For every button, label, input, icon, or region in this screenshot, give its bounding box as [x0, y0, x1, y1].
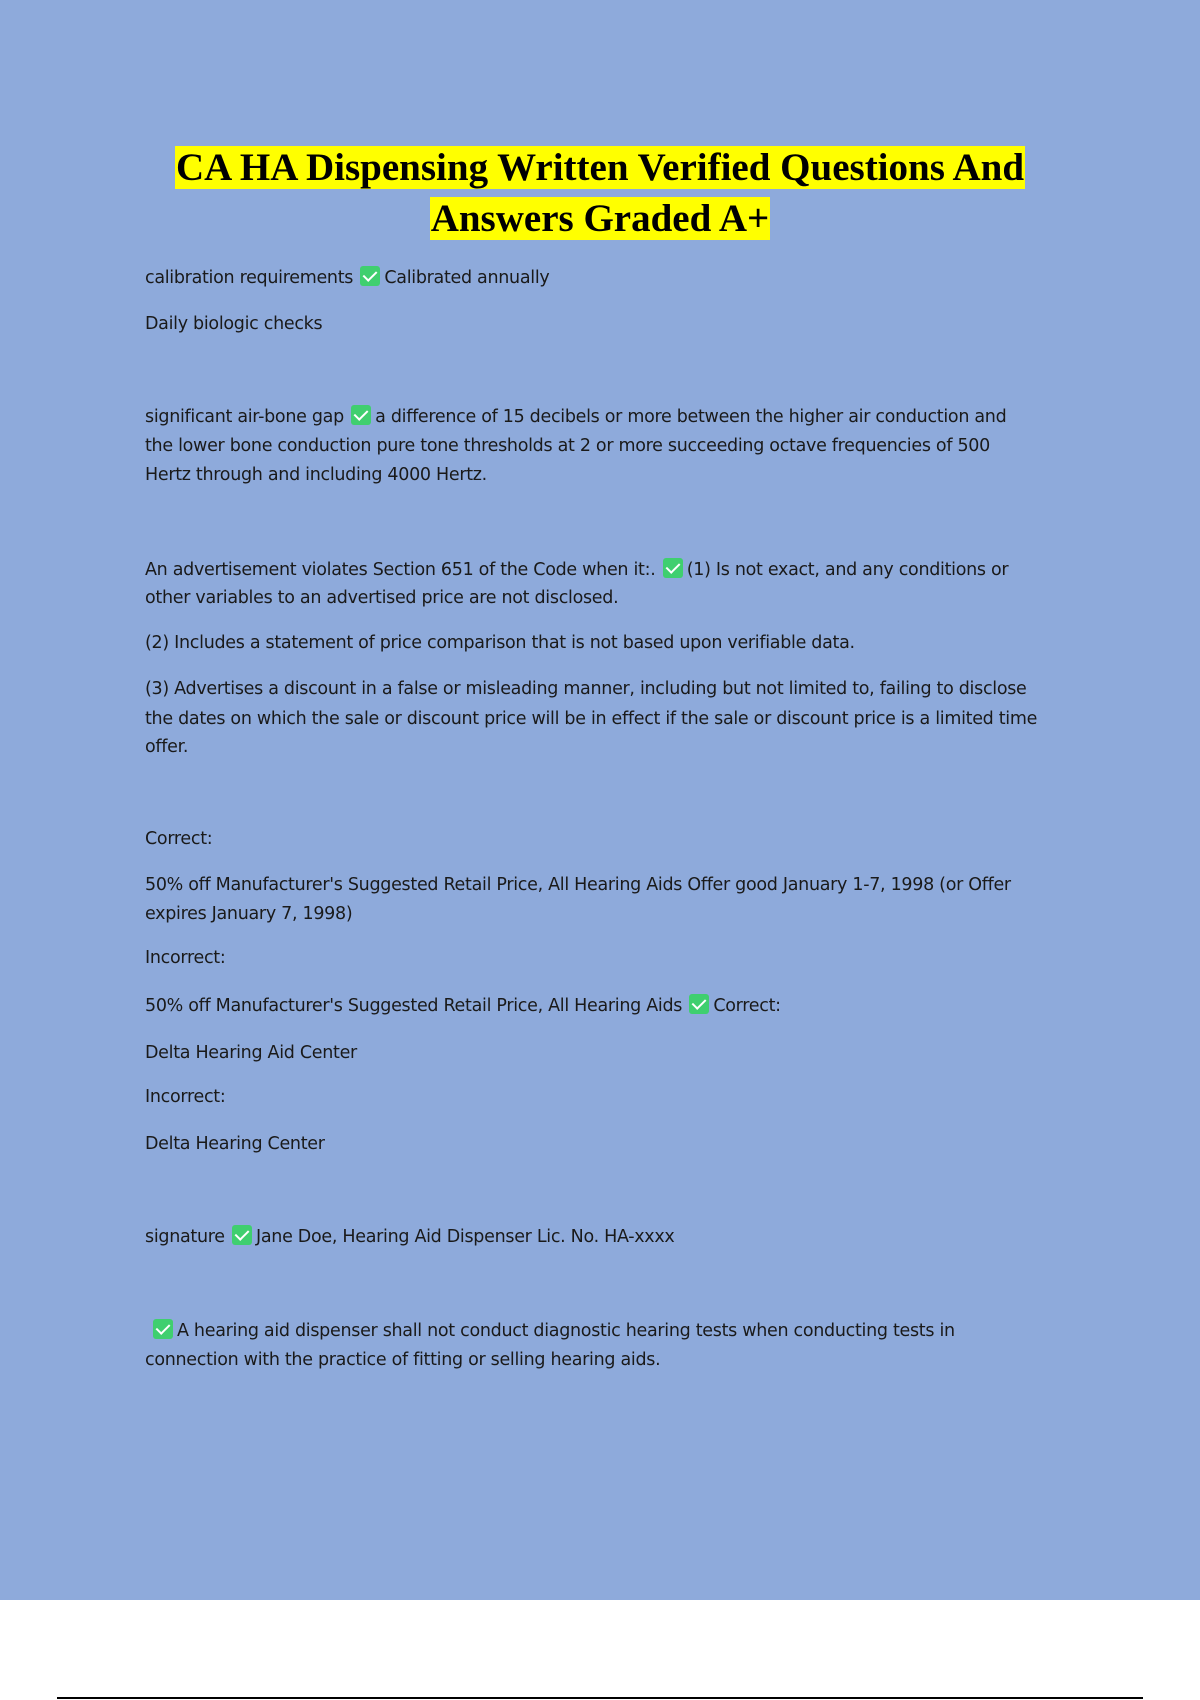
question-text: significant air-bone gap: [145, 407, 344, 427]
answer-text: Correct:: [713, 996, 781, 1016]
qa-calibration-extra: Daily biologic checks: [145, 314, 323, 334]
answer-line: connection with the practice of fitting or selling hearing aids.: [145, 1350, 661, 1370]
check-icon: [232, 1225, 252, 1245]
answer-text: a difference of 15 decibels or more between the higher air conduction and: [375, 407, 1007, 427]
check-icon: [689, 994, 709, 1014]
qa-incorrect-example: [145, 992, 781, 1020]
question-text: signature: [145, 1227, 225, 1247]
correct-example-cont: expires January 7, 1998): [145, 904, 353, 924]
footer-divider: [57, 1697, 1143, 1699]
question-text: An advertisement violates Section 651 of the Code when it:.: [145, 560, 656, 580]
answer-item-3: (3) Advertises a discount in a false or misleading manner, including but not limited to, failing to disclose: [145, 679, 1027, 699]
incorrect-example-2: Delta Hearing Center: [145, 1134, 325, 1154]
title-line-2: Answers Graded A+: [430, 197, 770, 240]
qa-advertisement: [145, 556, 1008, 584]
correct-label: Correct:: [145, 829, 213, 849]
answer-text: Calibrated annually: [384, 268, 550, 288]
qa-air-bone-gap: [145, 403, 1006, 431]
check-icon: [351, 405, 371, 425]
qa-signature: [145, 1223, 674, 1251]
answer-line: Hertz through and including 4000 Hertz.: [145, 465, 487, 485]
check-icon: [153, 1319, 173, 1339]
correct-example-2: Delta Hearing Aid Center: [145, 1043, 357, 1063]
check-icon: [360, 266, 380, 286]
correct-example: 50% off Manufacturer's Suggested Retail Price, All Hearing Aids Offer good January 1-7, 1998 (or Offer: [145, 875, 1011, 895]
answer-line: other variables to an advertised price are not disclosed.: [145, 588, 619, 608]
qa-calibration: [145, 264, 549, 292]
question-text: calibration requirements: [145, 268, 354, 288]
answer-text: Jane Doe, Hearing Aid Dispenser Lic. No. HA-xxxx: [256, 1227, 675, 1247]
answer-line: the dates on which the sale or discount price will be in effect if the sale or discount price is a limited time: [145, 709, 1038, 729]
answer-text: (1) Is not exact, and any conditions or: [686, 560, 1009, 580]
answer-text: A hearing aid dispenser shall not conduct diagnostic hearing tests when conducting tests in: [177, 1321, 955, 1341]
document-title: [0, 142, 1200, 244]
answer-line: the lower bone conduction pure tone thresholds at 2 or more succeeding octave frequencies of 500: [145, 436, 990, 456]
answer-item-2: (2) Includes a statement of price comparison that is not based upon verifiable data.: [145, 633, 855, 653]
qa-diagnostic: [145, 1317, 955, 1345]
incorrect-label-2: Incorrect:: [145, 1087, 226, 1107]
question-text: 50% off Manufacturer's Suggested Retail Price, All Hearing Aids: [145, 996, 683, 1016]
title-line-1: CA HA Dispensing Written Verified Questions And: [175, 146, 1025, 189]
answer-line: offer.: [145, 737, 189, 757]
check-icon: [663, 558, 683, 578]
incorrect-label: Incorrect:: [145, 948, 226, 968]
